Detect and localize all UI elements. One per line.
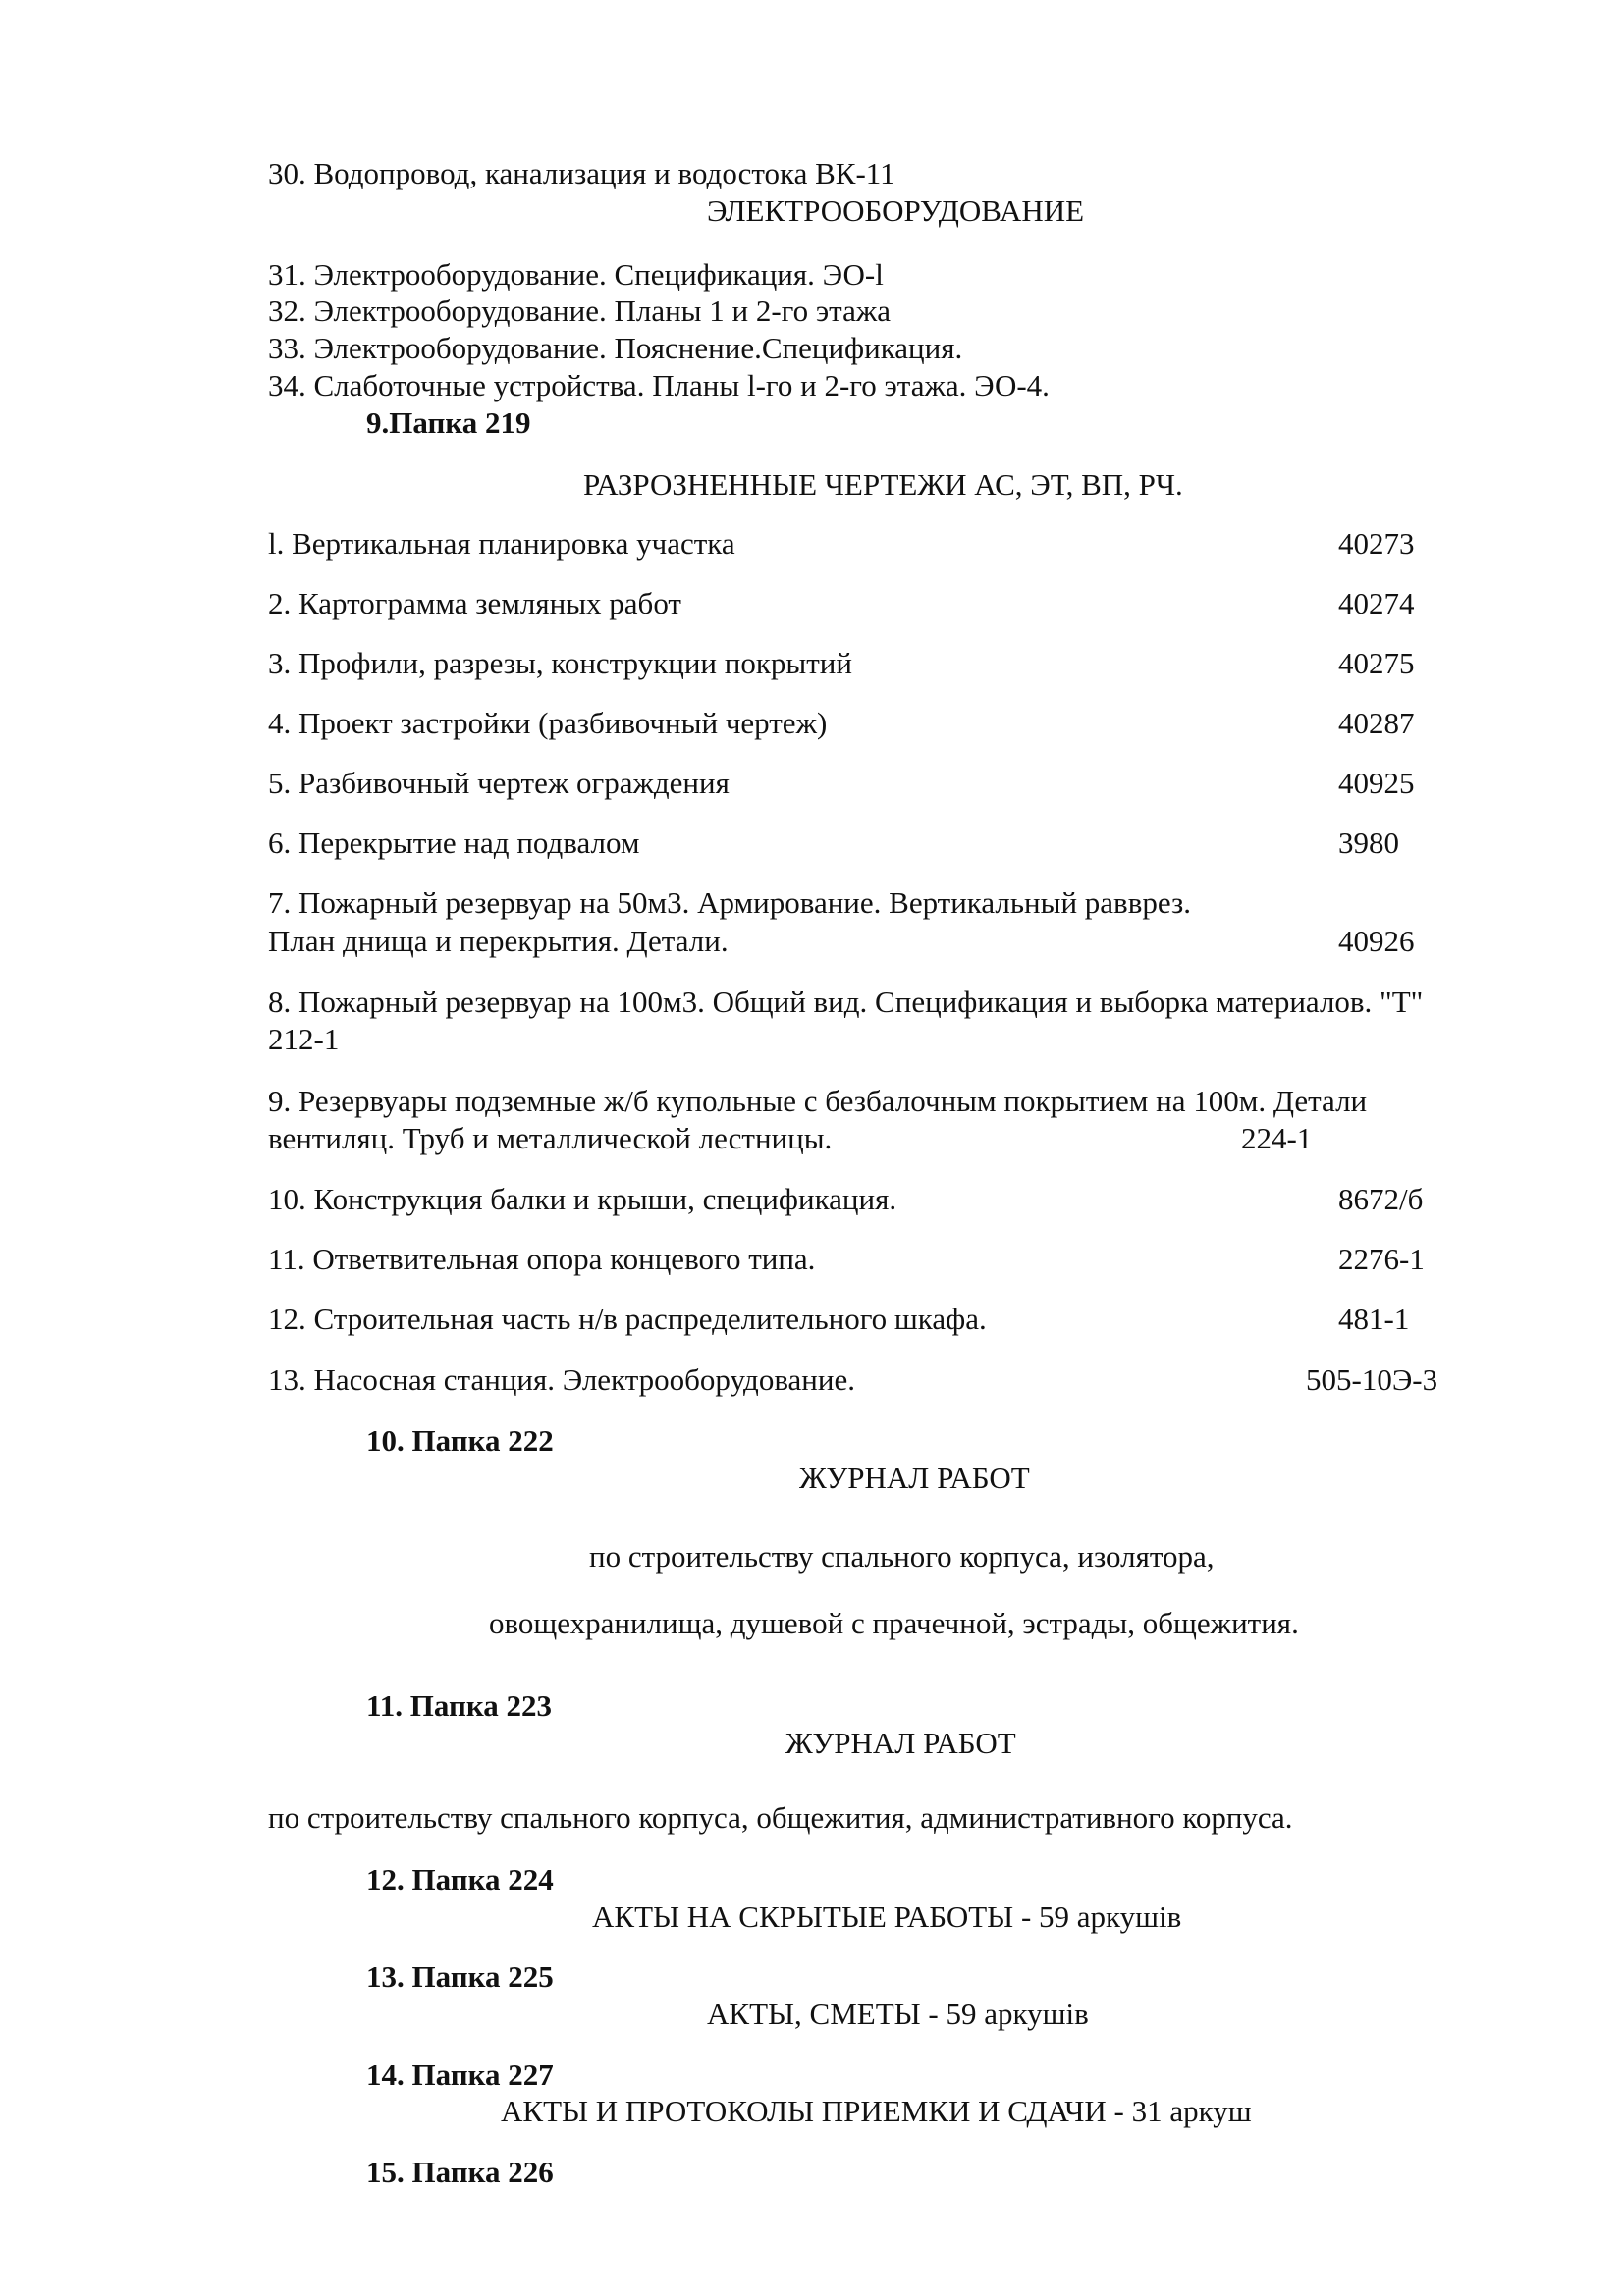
folder-heading: 13. Папка 225 [366,1959,554,1994]
list-item-text: 6. Перекрытие над подвалом [268,826,640,860]
list-item-text: 7. Пожарный резервуар на 50м3. Армирование. Вертикальный равврез. [268,885,1191,920]
list-item-text: 10. Конструкция балки и крыши, спецификация. [268,1182,897,1216]
list-item-text: 3. Профили, разрезы, конструкции покрытий [268,646,852,680]
list-item-code: 40925 [1338,766,1415,800]
section-title: АКТЫ, СМЕТЫ - 59 аркушів [707,1997,1089,2031]
folder-heading: 12. Папка 224 [366,1862,554,1896]
list-item-text: 212-1 [268,1022,340,1056]
list-item-text: 2. Картограмма земляных работ [268,586,681,620]
list-item-text: 5. Разбивочный чертеж ограждения [268,766,730,800]
list-item: 33. Электрооборудование. Пояснение.Спецификация. [268,331,963,365]
list-item-text: 11. Ответвительная опора концевого типа. [268,1242,816,1276]
list-item-code: 8672/б [1338,1182,1424,1216]
folder-heading: 11. Папка 223 [366,1688,552,1723]
section-title: ЖУРНАЛ РАБОТ [799,1461,1030,1495]
list-item-text: 4. Проект застройки (разбивочный чертеж) [268,706,828,740]
body-text: по строительству спального корпуса, изолятора, [589,1539,1215,1574]
section-title: РАЗРОЗНЕННЫЕ ЧЕРТЕЖИ АС, ЭТ, ВП, РЧ. [583,467,1183,502]
list-item-code: 40926 [1338,924,1415,958]
list-item: 31. Электрооборудование. Спецификация. ЭО-l [268,257,884,292]
section-title: АКТЫ И ПРОТОКОЛЫ ПРИЕМКИ И СДАЧИ - 31 аркуш [501,2094,1252,2128]
list-item-code: 481-1 [1338,1302,1410,1336]
list-item-code: 40273 [1338,526,1415,561]
section-title: АКТЫ НА СКРЫТЫЕ РАБОТЫ - 59 аркушів [592,1899,1182,1934]
list-item: 34. Слаботочные устройства. Планы l-го и 2-го этажа. ЭО-4. [268,368,1050,402]
list-item-text: l. Вертикальная планировка участка [268,526,735,561]
list-item-code: 2276-1 [1338,1242,1425,1276]
list-item-text: 9. Резервуары подземные ж/б купольные с безбалочным покрытием на 100м. Детали [268,1084,1368,1118]
section-heading: ЭЛЕКТРООБОРУДОВАНИЕ [707,193,1085,228]
list-item: 30. Водопровод, канализация и водостока ВК-11 [268,156,895,190]
list-item-code: 40275 [1338,646,1415,680]
folder-heading: 9.Папка 219 [366,405,531,440]
list-item-text: 12. Строительная часть н/в распределительного шкафа. [268,1302,987,1336]
list-item-code: 3980 [1338,826,1399,860]
list-item-code: 224-1 [1241,1121,1313,1155]
list-item-text: 8. Пожарный резервуар на 100м3. Общий вид. Спецификация и выборка материалов. "Т" [268,985,1424,1019]
folder-heading: 15. Папка 226 [366,2155,554,2189]
list-item-text: 13. Насосная станция. Электрооборудование. [268,1362,855,1397]
section-title: ЖУРНАЛ РАБОТ [785,1726,1016,1760]
body-text: овощехранилища, душевой с прачечной, эстрады, общежития. [489,1606,1299,1640]
list-item-code: 40287 [1338,706,1415,740]
folder-heading: 10. Папка 222 [366,1423,554,1458]
list-item-text: вентиляц. Труб и металлической лестницы. [268,1121,833,1155]
list-item-text: План днища и перекрытия. Детали. [268,924,729,958]
list-item-code: 40274 [1338,586,1415,620]
list-item: 32. Электрооборудование. Планы 1 и 2-го этажа [268,294,892,328]
body-text: по строительству спального корпуса, общежития, административного корпуса. [268,1800,1293,1835]
list-item-code: 505-10Э-3 [1306,1362,1438,1397]
folder-heading: 14. Папка 227 [366,2057,554,2092]
